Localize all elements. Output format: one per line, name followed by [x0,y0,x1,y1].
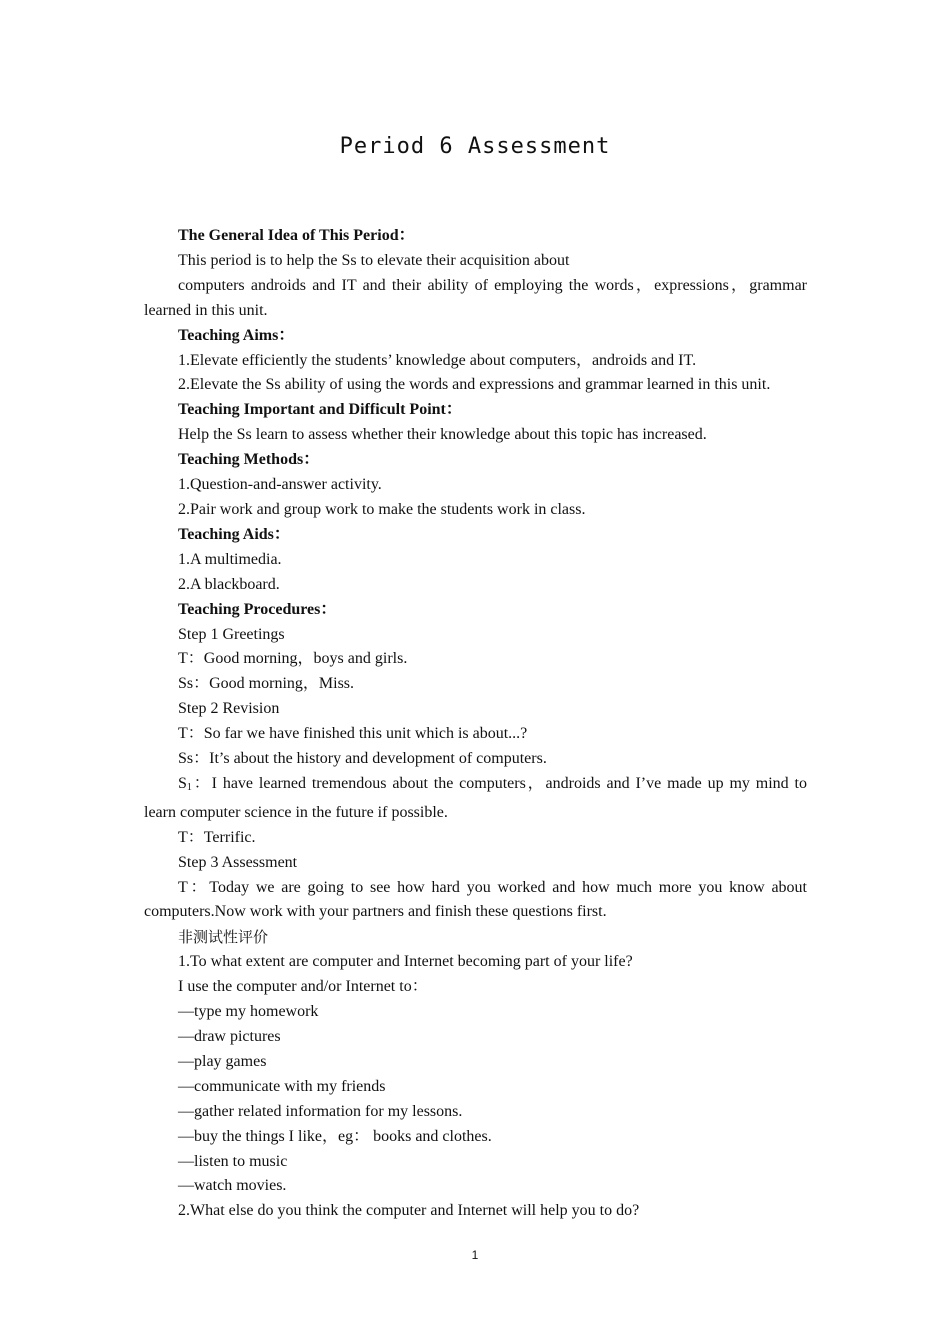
method-item: 2.Pair work and group work to make the students work in class. [178,500,586,518]
dialogue-line: T：So far we have finished this unit which is about...? [178,725,528,743]
teaching-aids-heading: Teaching Aids： [178,525,290,543]
aim-item: 2.Elevate the Ss ability of using the words and expressions and grammar learned in this unit. [178,376,771,394]
document-body [144,224,807,1224]
question-1-intro: I use the computer and/or Internet to： [178,978,428,996]
dialogue-line: T：Terrific. [178,828,256,846]
aid-item: 2.A blackboard. [178,575,280,593]
general-idea-heading: The General Idea of This Period： [178,227,415,244]
aid-item: 1.A multimedia. [178,550,282,568]
dialogue-line: Ss：It’s about the history and development of computers. [178,750,547,768]
general-idea-line-1: This period is to help the Ss to elevate their acquisition about [178,251,570,269]
dialogue-line: T：Today we are going to see how hard you worked and how much more you know about computers.Now work with your partners and finish these questions first. [144,878,808,921]
dialogue-line-s1 [144,772,807,826]
important-point-heading: Teaching Important and Difficult Point： [178,401,462,419]
step-1-title: Step 1 Greetings [178,625,285,643]
non-test-assessment-label: 非测试性评价 [178,928,269,947]
question-2: 2.What else do you think the computer and Internet will help you to do? [178,1202,640,1220]
usage-item: —listen to music [178,1152,288,1170]
usage-item: —watch movies. [178,1177,287,1195]
speaker-text: ：I have learned tremendous about the computers，androids and I’ve made up my mind to learn computer science in the future if possible. [144,774,807,821]
aim-item: 1.Elevate efficiently the students’ knowledge about computers，androids and IT. [178,351,697,369]
step-3-title: Step 3 Assessment [178,853,298,871]
speaker-subscript: 1 [186,781,192,793]
step-2-title: Step 2 Revision [178,700,280,718]
usage-item: —gather related information for my lessons. [178,1102,463,1120]
method-item: 1.Question-and-answer activity. [178,476,382,494]
usage-item: —communicate with my friends [178,1077,386,1095]
usage-item: —draw pictures [178,1028,281,1045]
teaching-aims-heading: Teaching Aims： [178,326,295,344]
page-number: 1 [471,1248,479,1262]
question-1: 1.To what extent are computer and Internet becoming part of your life? [178,953,633,971]
usage-item: —buy the things I like，eg： books and clothes. [178,1127,492,1145]
usage-item: —type my homework [178,1003,319,1021]
speaker-label: S [178,774,187,792]
important-point-text: Help the Ss learn to assess whether their knowledge about this topic has increased. [178,426,707,444]
usage-item: —play games [178,1052,267,1070]
general-idea-line-2: computers androids and IT and their ability of employing the words，expressions，grammar learned in this unit. [144,276,807,319]
dialogue-line: Ss：Good morning，Miss. [178,675,355,693]
teaching-methods-heading: Teaching Methods： [178,451,320,469]
teaching-procedures-heading: Teaching Procedures： [178,600,337,618]
page-title: Period 6 Assessment [339,134,611,159]
dialogue-line: T：Good morning，boys and girls. [178,650,408,668]
